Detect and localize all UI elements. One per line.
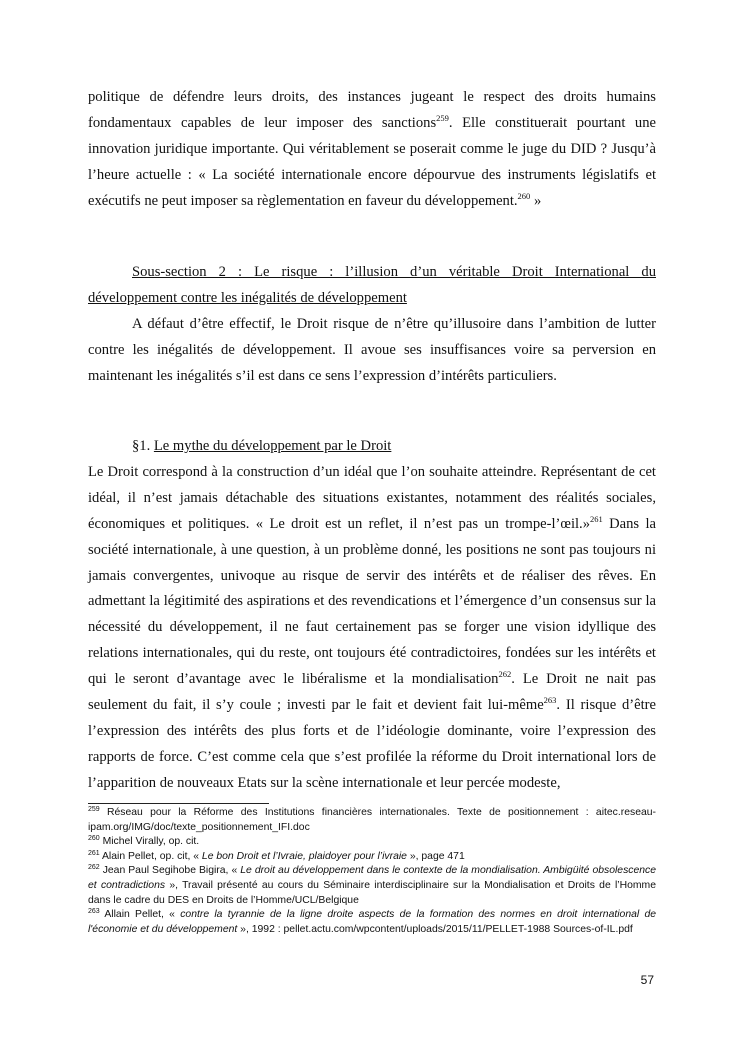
footnote-number: 259	[88, 806, 100, 813]
footnote-title: contre la tyrannie de la ligne droite aspects de la formation des normes en droit international de l'économie et du développement	[88, 909, 657, 935]
subsection-block	[88, 260, 656, 390]
footnote-number: 260	[88, 835, 100, 843]
section-title: Le mythe du développement par le Droit	[153, 438, 392, 454]
footnote-number: 261	[88, 849, 100, 857]
section-heading	[88, 434, 656, 460]
body-paragraph-1	[88, 85, 656, 215]
footnote-divider	[88, 803, 269, 804]
paragraph-text: politique de défendre leurs droits, des instances jugeant le respect des droits humains fondamentaux capables de leur imposer des sanctions	[88, 89, 656, 131]
footnote-text: Alain Pellet, op. cit, «	[99, 850, 202, 862]
paragraph-text: Le Droit correspond à la construction d’un idéal que l’on souhaite atteindre. Représentant de cet idéal, il n’est jamais détachable des situations existantes, notamment des réalités sociales, économiques et politiques. « Le droit est un reflet, il n’est pas un trompe-l’œil.»	[88, 463, 656, 532]
footnote-text: », Travail présenté au cours du Séminaire interdisciplinaire sur la Mondialisation et Droits de l’Homme dans le cadre du DES en Droits de l’Homme/UCL/Belgique	[88, 879, 656, 906]
footnote-262	[88, 864, 656, 908]
section-block	[88, 434, 656, 797]
footnote-text: Jean Paul Segihobe Bigira, «	[99, 865, 241, 877]
footnote-259	[88, 806, 656, 835]
footnote-title: Le bon Droit et l’Ivraie, plaidoyer pour l’ivraie	[201, 850, 407, 862]
paragraph-text: . Il risque d’être l’expression des intérêts des plus forts et de l’idéologie dominante, voire l’expression des rapports de force. C’est comme cela que s’est profilée la réforme du Droit international lors de l’apparition de nouveaux Etats sur la scène internationale et leur percée modeste,	[88, 697, 656, 791]
subsection-heading: Sous-section 2 : Le risque : l’illusion d’un véritable Droit International du développement contre les inégalités de développement	[88, 264, 656, 306]
footnote-text: », 1992 : pellet.actu.com/wpcontent/uploads/2015/11/PELLET-1988 Sources-of-IL.pdf	[237, 923, 633, 935]
paragraph-text: »	[530, 192, 542, 209]
paragraph-text: . Le Droit ne nait pas seulement du fait, il s’y coule ; investi par le fait et devient fait lui-même	[88, 671, 656, 714]
page-number: 57	[640, 973, 654, 987]
section-number: §1.	[132, 438, 154, 454]
footnote-text: Réseau pour la Réforme des Institutions financières internationales. Texte de positionnement : aitec.reseau-ipam.org/IMG/doc/texte_positionnement_IFI.doc	[88, 807, 656, 833]
paragraph-text: . Elle constituerait pourtant une innovation juridique importante. Qui véritablement se poserait comme le juge du DID ? Jusqu’à l’heure actuelle : « La société internationale encore dépourvue des instruments législatifs et exécutifs ne peut imposer sa règlementation en faveur du développement.	[88, 114, 656, 209]
footnote-text: Michel Virally, op. cit.	[99, 836, 200, 848]
footnotes	[88, 806, 656, 937]
footnote-number: 263	[88, 908, 100, 916]
footnote-ref-261[interactable]: 261	[590, 513, 603, 524]
footnote-text: », page 471	[406, 850, 465, 862]
paragraph-text: Dans la société internationale, à une question, à un problème donné, les positions ne sont pas toujours ni jamais convergentes, univoque au risque de servir des intérêts et de réaliser des rêves. En admettant la légitimité des aspirations et des revendications et l’émergence d’un consensus sur la nécessité du développement, il ne faut certainement pas se forger une vision idyllique des relations internationales, qui du reste, ont toujours été contradictoires, fondées sur les intérêts et qui le seront d’avantage avec le libéralisme et la mondialisation	[88, 515, 656, 688]
footnote-title: Le droit au développement dans le contexte de la mondialisation. Ambigüité obsolescence et contradictions	[88, 865, 656, 891]
footnote-number: 262	[88, 864, 100, 872]
footnote-text: Allain Pellet, «	[99, 909, 181, 921]
body-paragraph-3	[88, 460, 656, 797]
footnote-261	[88, 850, 656, 865]
body-paragraph-2: A défaut d’être effectif, le Droit risque de n’être qu’illusoire dans l’ambition de lutter contre les inégalités de développement. Il avoue ses insuffisances voire sa perversion en maintenant les inégalités s’il est dans ce sens l’expression d’intérêts particuliers.	[88, 315, 656, 384]
footnote-260	[88, 835, 656, 850]
footnote-263	[88, 908, 656, 937]
footnote-ref-259[interactable]: 259	[436, 112, 449, 123]
footnote-ref-260[interactable]: 260	[517, 190, 531, 201]
footnote-ref-262[interactable]: 262	[498, 669, 512, 680]
footnote-ref-263[interactable]: 263	[543, 695, 557, 706]
